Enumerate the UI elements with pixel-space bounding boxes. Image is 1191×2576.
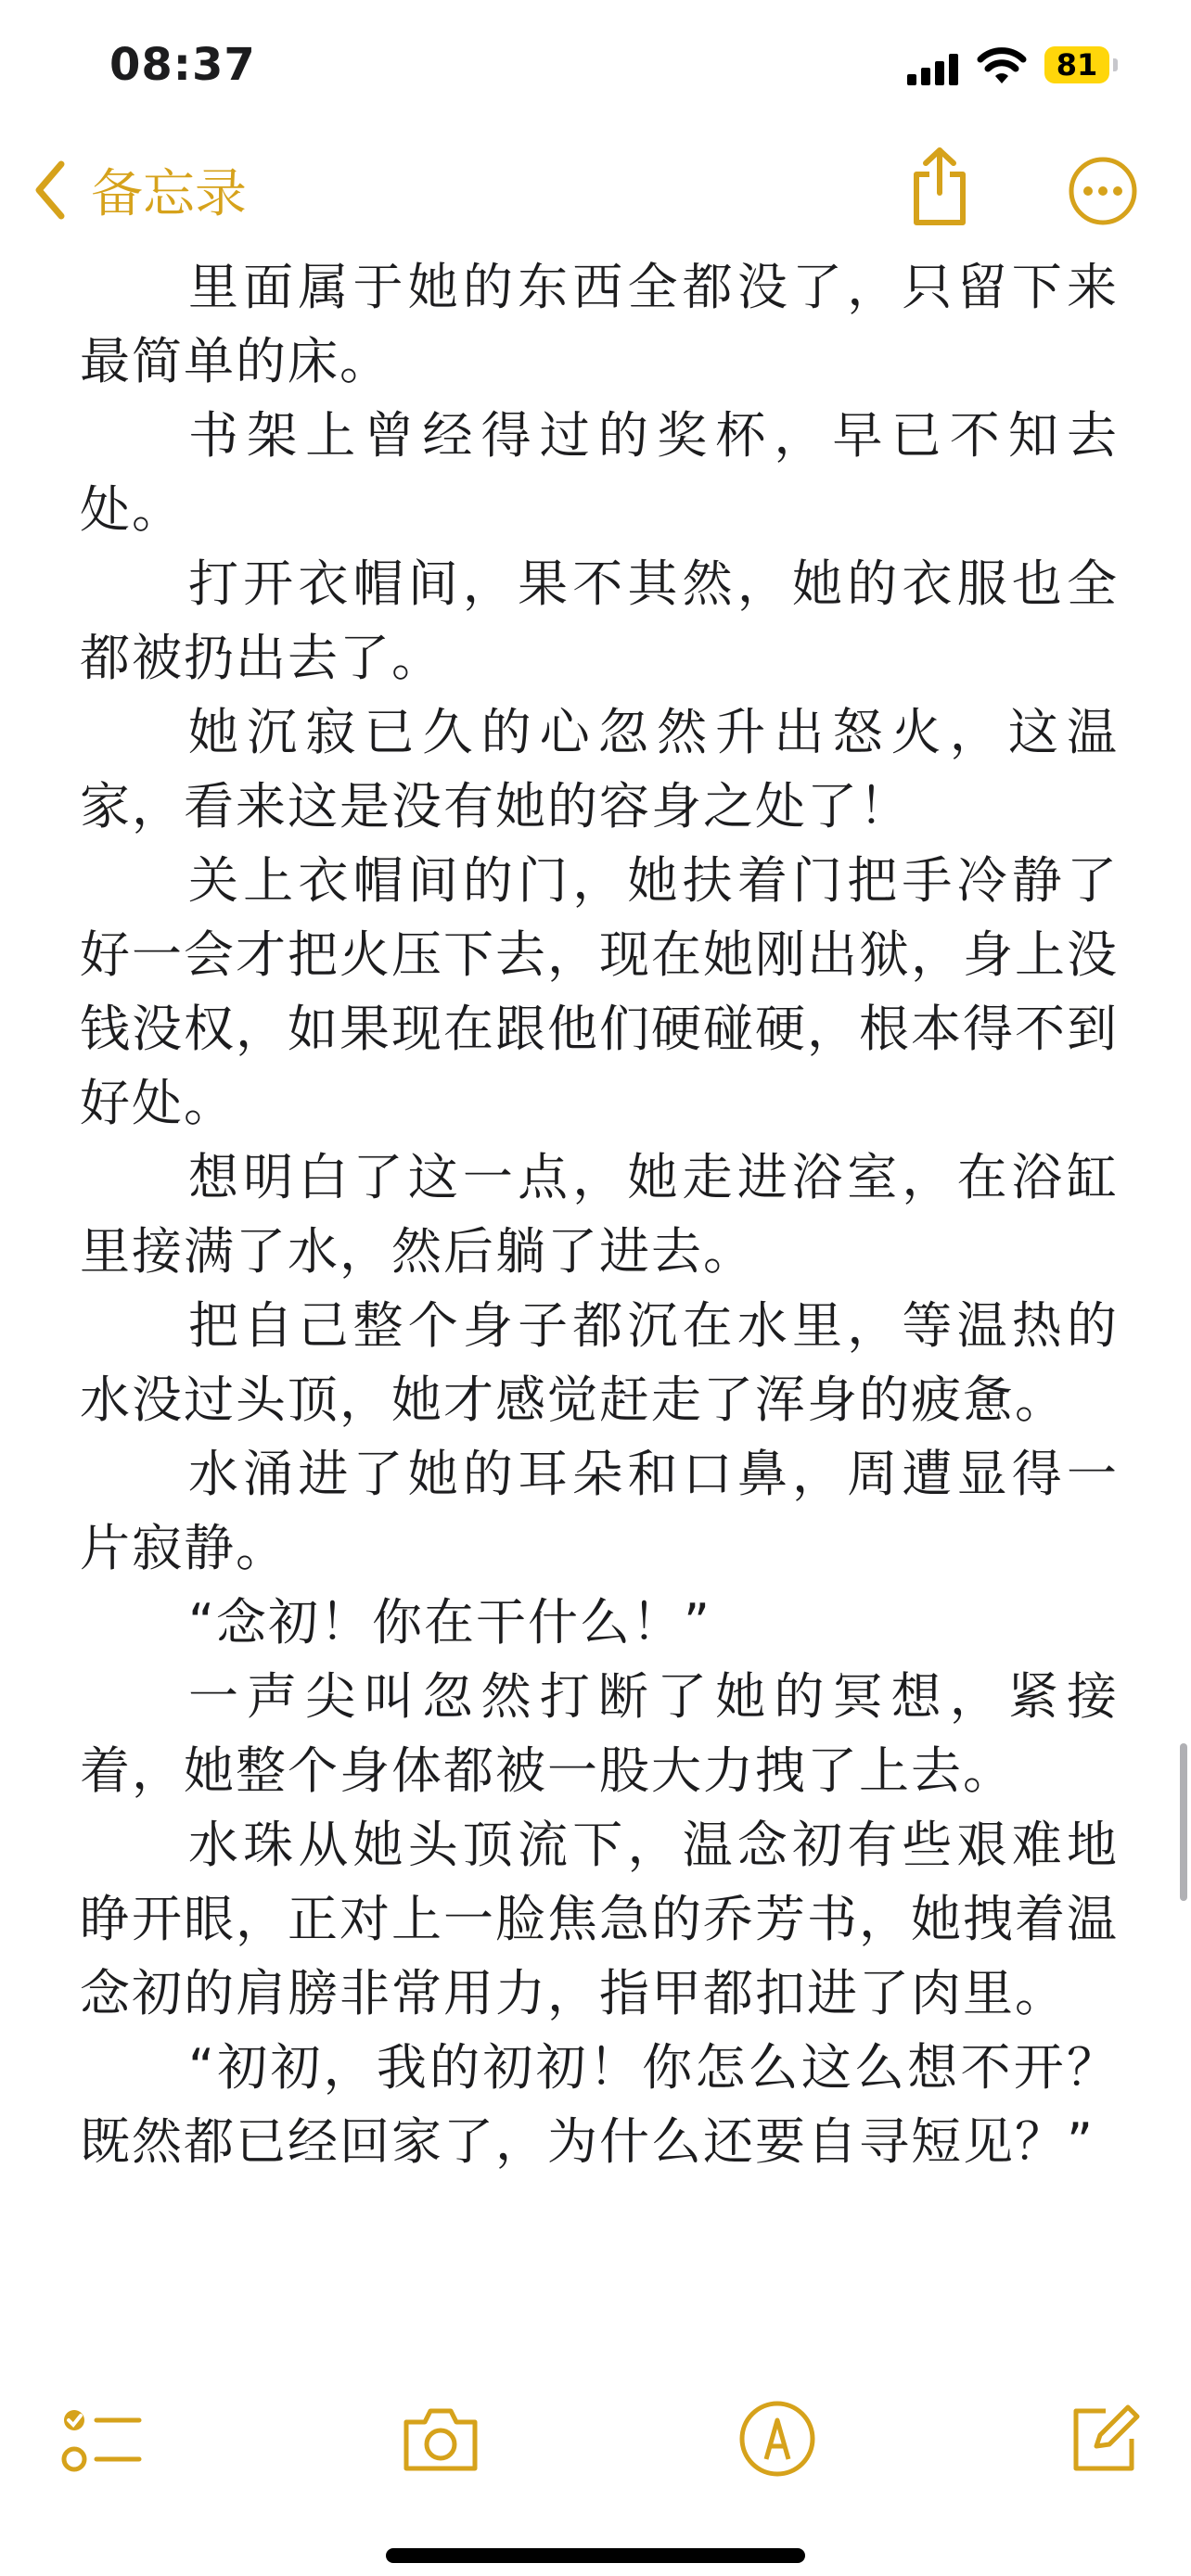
wifi-icon: [977, 46, 1027, 85]
markup-icon[interactable]: [738, 2400, 816, 2478]
bottom-toolbar: [0, 2392, 1191, 2485]
note-paragraph: 打开衣帽间，果不其然，她的衣服也全都被扔出去了。: [80, 555, 1119, 687]
back-button[interactable]: [32, 158, 247, 223]
note-paragraph: “初初，我的初初！你怎么这么想不开？既然都已经回家了，为什么还要自寻短见？”: [80, 2038, 1119, 2171]
note-paragraph: 书架上曾经得过的奖杯，早已不知去处。: [80, 406, 1119, 539]
battery-icon: [1044, 46, 1115, 85]
note-paragraph: 里面属于她的东西全都没了，只留下来最简单的床。: [80, 258, 1119, 390]
note-paragraph: 关上衣帽间的门，她扶着门把手冷静了好一会才把火压下去，现在她刚出狱，身上没钱没权，如果现在跟他们硬碰硬，根本得不到好处。: [80, 851, 1119, 1132]
note-body[interactable]: [80, 250, 1119, 2179]
checklist-icon[interactable]: [61, 2404, 145, 2478]
camera-icon[interactable]: [399, 2404, 482, 2474]
cellular-signal-icon: [907, 54, 959, 85]
home-indicator[interactable]: [386, 2548, 805, 2563]
more-icon[interactable]: [1068, 156, 1138, 226]
status-bar: [0, 0, 1191, 139]
battery-level: 81: [1056, 47, 1098, 83]
note-paragraph: 水珠从她头顶流下，温念初有些艰难地睁开眼，正对上一脸焦急的乔芳书，她拽着温念初的肩膀非常用力，指甲都扣进了肉里。: [80, 1816, 1119, 2022]
compose-icon[interactable]: [1065, 2400, 1143, 2478]
scrollbar[interactable]: [1180, 1743, 1187, 1901]
note-paragraph: 把自己整个身子都沉在水里，等温热的水没过头顶，她才感觉赶走了浑身的疲惫。: [80, 1296, 1119, 1429]
note-paragraph: 她沉寂已久的心忽然升出怒火，这温家，看来这是没有她的容身之处了！: [80, 703, 1119, 835]
note-paragraph: 一声尖叫忽然打断了她的冥想，紧接着，她整个身体都被一股大力拽了上去。: [80, 1667, 1119, 1800]
note-paragraph: “念初！你在干什么！”: [188, 1593, 711, 1651]
note-paragraph: 水涌进了她的耳朵和口鼻，周遭显得一片寂静。: [80, 1445, 1119, 1577]
share-icon[interactable]: [907, 145, 972, 228]
back-label: 备忘录: [91, 164, 247, 224]
nav-bar: [0, 139, 1191, 241]
note-paragraph: 想明白了这一点，她走进浴室，在浴缸里接满了水，然后躺了进去。: [80, 1148, 1119, 1281]
status-time: 08:37: [109, 39, 256, 91]
chevron-left-icon: [32, 159, 69, 222]
